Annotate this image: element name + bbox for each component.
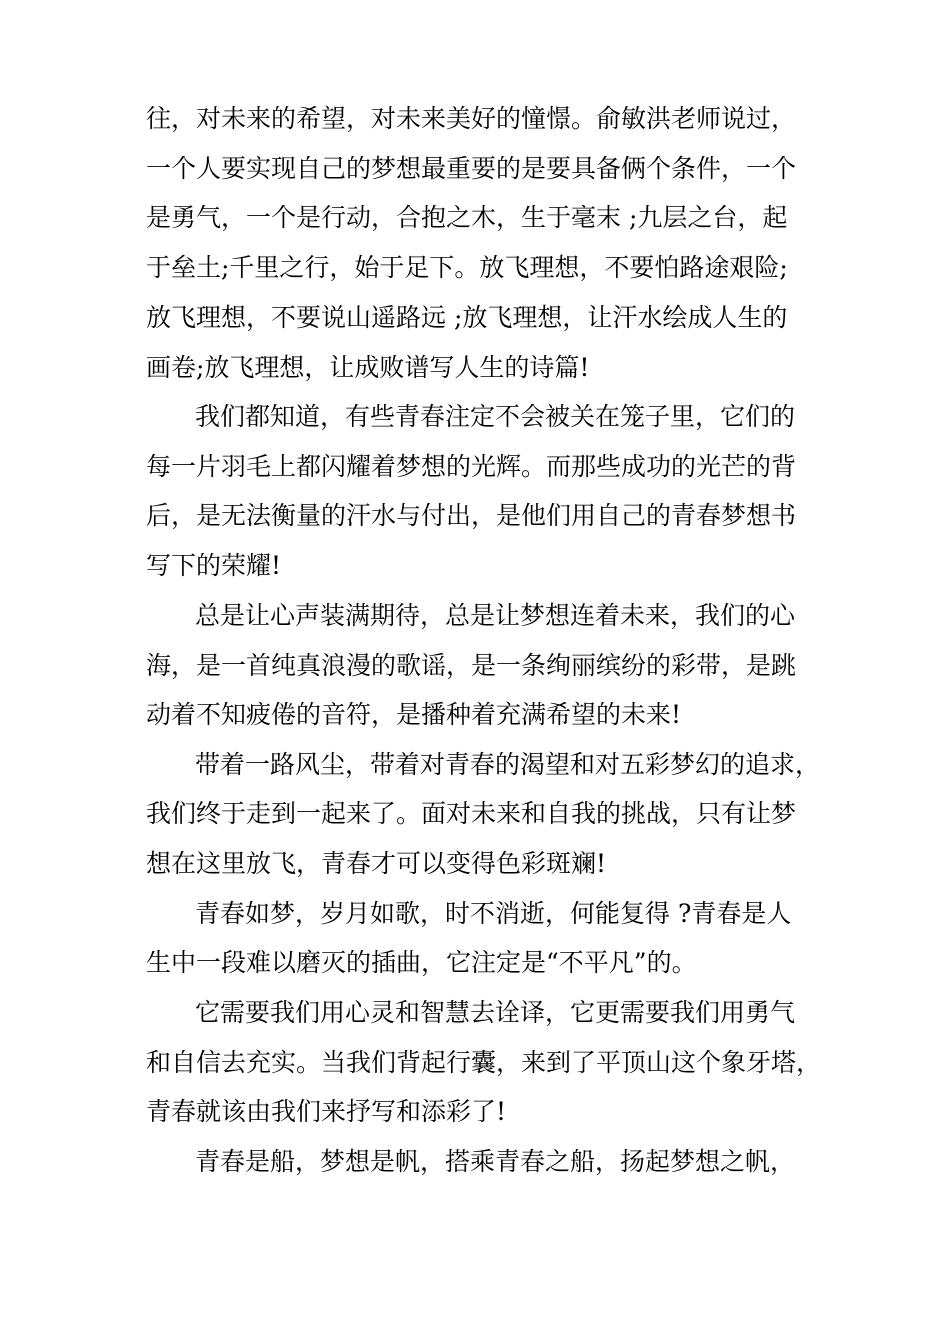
paragraph-first-line: 青春如梦，岁月如歌，时不消逝，何能复得 ?青春是人 xyxy=(195,899,792,928)
text-line: 后，是无法衡量的汗水与付出，是他们用自己的青春梦想书 xyxy=(146,501,797,530)
text-line: 我们终于走到一起来了。面对未来和自我的挑战，只有让梦 xyxy=(146,799,797,828)
paragraph-first-line: 青春是船，梦想是帆，搭乘青春之船，扬起梦想之帆， xyxy=(195,1147,796,1176)
text-line: 一个人要实现自己的梦想最重要的是要具备俩个条件，一个 xyxy=(146,154,797,183)
paragraph-first-line: 它需要我们用心灵和智慧去诠译，它更需要我们用勇气 xyxy=(195,998,796,1027)
paragraph-first-line: 总是让心声装满期待，总是让梦想连着未来，我们的心 xyxy=(195,601,796,630)
text-line: 于垒土;千里之行，始于足下。放飞理想，不要怕路途艰险; xyxy=(146,253,788,282)
text-line: 动着不知疲倦的音符，是播种着充满希望的未来! xyxy=(146,700,682,729)
text-line: 想在这里放飞，青春才可以变得色彩斑斓! xyxy=(146,849,607,878)
paragraph-first-line: 我们都知道，有些青春注定不会被关在笼子里，它们的 xyxy=(195,402,796,431)
text-line: 写下的荣耀! xyxy=(146,551,282,580)
text-line: 是勇气，一个是行动，合抱之木，生于毫末 ;九层之台，起 xyxy=(146,203,788,232)
text-line: 画卷;放飞理想，让成败谱写人生的诗篇! xyxy=(146,353,590,382)
text-line: 生中一段难以磨灭的插曲，它注定是“不平凡”的。 xyxy=(146,948,697,977)
text-line: 放飞理想，不要说山遥路远 ;放飞理想，让汗水绘成人生的 xyxy=(146,303,788,332)
paragraph-first-line: 带着一路风尘，带着对青春的渴望和对五彩梦幻的追求， xyxy=(195,750,821,779)
text-line: 和自信去充实。当我们背起行囊，来到了平顶山这个象牙塔， xyxy=(146,1048,822,1077)
text-line: 海，是一首纯真浪漫的歌谣，是一条绚丽缤纷的彩带，是跳 xyxy=(146,651,797,680)
text-line: 每一片羽毛上都闪耀着梦想的光辉。而那些成功的光芒的背 xyxy=(146,452,797,481)
text-line: 往，对未来的希望，对未来美好的憧憬。俞敏洪老师说过， xyxy=(146,104,797,133)
text-line: 青春就该由我们来抒写和添彩了! xyxy=(146,1097,507,1126)
